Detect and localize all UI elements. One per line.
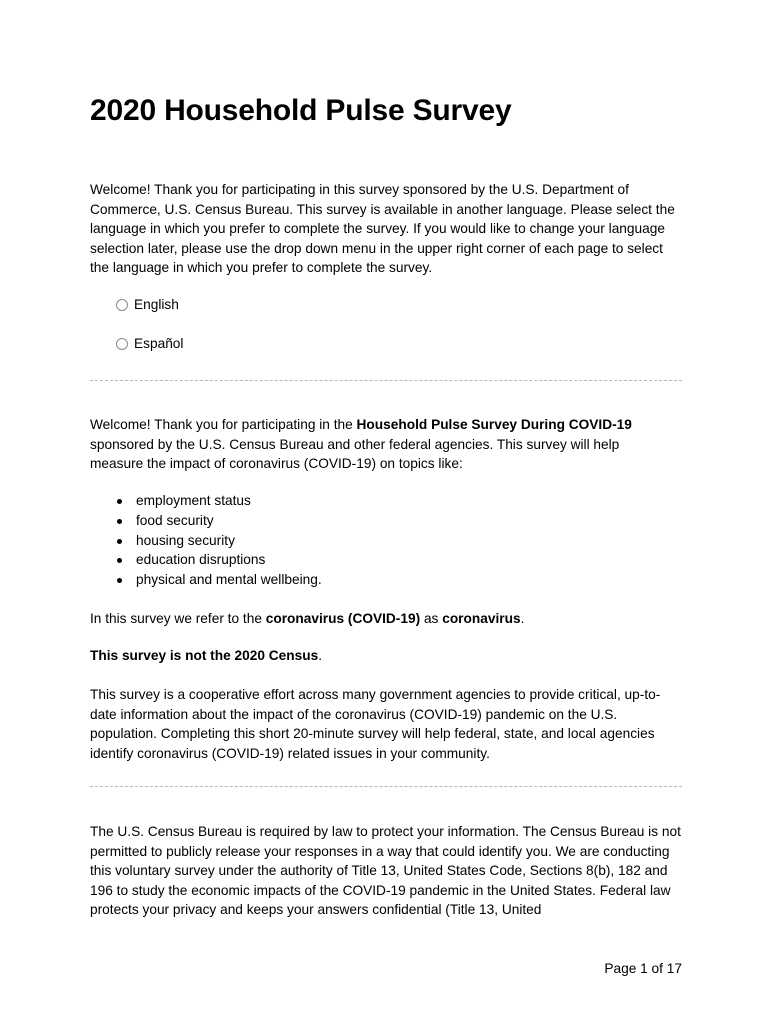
- list-item: food security: [90, 511, 322, 531]
- radio-english[interactable]: [116, 299, 128, 311]
- welcome-paragraph: [90, 415, 650, 474]
- language-label-espanol: Español: [134, 336, 184, 351]
- refer-pre: In this survey we refer to the: [90, 611, 266, 626]
- language-label-english: English: [134, 297, 179, 312]
- list-item: employment status: [90, 491, 322, 511]
- cooperative-paragraph: This survey is a cooperative effort across many government agencies to provide critical, up-to-date information about the impact of the coronavirus (COVID-19) pandemic on the U.S. population. Completing this short 20-minute survey will help federal, state, and local agencies identify coronavirus (COVID-19) related issues in your community.: [90, 687, 661, 761]
- refer-bold-1: coronavirus (COVID-19): [265, 611, 421, 626]
- refer-bold-2: coronavirus: [442, 611, 521, 626]
- topics-list: [90, 491, 322, 590]
- radio-espanol[interactable]: [116, 338, 128, 350]
- not-census-notice: [90, 646, 682, 666]
- not-census-bold: This survey is not the 2020 Census: [90, 648, 319, 663]
- language-option-english[interactable]: [116, 297, 179, 312]
- legal-paragraph: The U.S. Census Bureau is required by law to protect your information. The Census Bureau is not permitted to publicly release your responses in a way that could identify you. We are conducting this voluntary survey under the authority of Title 13, United States Code, Sections 8(b), 182 and 196 to study the economic impacts of the COVID-19 pandemic in the United States. Federal law protects your privacy and keeps your answers confidential (Title 13, United: [90, 824, 681, 918]
- page-number: Page 1 of 17: [604, 961, 682, 976]
- page-title: 2020 Household Pulse Survey: [90, 94, 512, 127]
- welcome-text-post: sponsored by the U.S. Census Bureau and other federal agencies. This survey will help measure the impact of coronavirus (COVID-19) on topics like:: [90, 436, 620, 472]
- list-item: education disruptions: [90, 550, 322, 570]
- refer-post: .: [520, 611, 525, 626]
- welcome-text-pre: Welcome! Thank you for participating in the: [90, 417, 357, 432]
- list-item: housing security: [90, 531, 322, 551]
- not-census-post: .: [318, 648, 323, 663]
- section-divider: [90, 380, 682, 381]
- section-divider: [90, 786, 682, 787]
- list-item: physical and mental wellbeing.: [90, 570, 322, 590]
- intro-paragraph: Welcome! Thank you for participating in this survey sponsored by the U.S. Department of Commerce, U.S. Census Bureau. This survey is available in another language. Please select the language in which you prefer to complete the survey. If you would like to change your language selection later, please use the drop down menu in the upper right corner of each page to select the language in which you prefer to complete the survey.: [90, 182, 675, 276]
- survey-name: Household Pulse Survey During COVID-19: [356, 417, 632, 432]
- coronavirus-reference: [90, 609, 682, 629]
- refer-mid: as: [420, 611, 443, 626]
- language-option-espanol[interactable]: [116, 336, 183, 351]
